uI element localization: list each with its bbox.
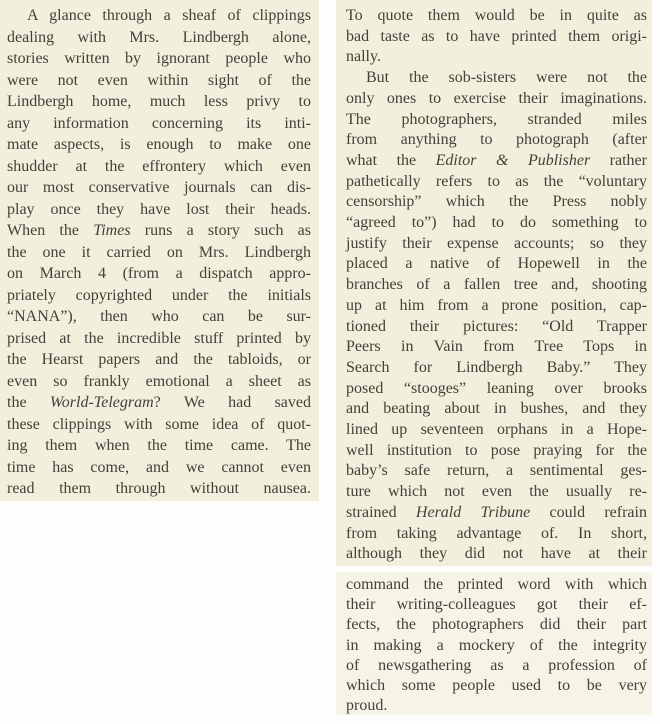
text-segment: nally. [346, 48, 381, 66]
text-line [346, 317, 647, 338]
right-column-clipping-bottom [336, 572, 652, 715]
text-line [346, 192, 647, 213]
text-segment: the Hearst papers and the tabloids, or [7, 351, 311, 368]
text-segment: in making a mockery of the integrity [346, 636, 647, 654]
text-segment: from taking advantage of. In short, [346, 524, 647, 542]
text-segment: The photographers, stranded miles [346, 110, 647, 128]
text-segment: bad taste as to have printed them origi- [346, 27, 647, 45]
text-line [346, 676, 647, 696]
text-line [346, 234, 647, 255]
text-segment: fects, the photographers did their part [346, 616, 647, 634]
text-line [7, 70, 311, 92]
text-line [346, 595, 647, 615]
text-segment: Search for Lindbergh Baby.” They [346, 358, 647, 376]
text-line [346, 172, 647, 193]
text-line [7, 156, 311, 178]
text-line [7, 392, 311, 414]
text-segment: strained [346, 503, 416, 521]
text-segment: the [7, 394, 50, 411]
text-segment: their writing-colleagues got their ef- [346, 596, 647, 614]
text-segment: lined up seventeen orphans in a Hope- [346, 421, 647, 439]
text-segment: only ones to exercise their imaginations. [346, 89, 647, 107]
text-segment: justify their expense accounts; so they [346, 234, 647, 252]
text-segment: But the sob-sisters were not the [366, 69, 647, 87]
text-segment: tioned their pictures: “Old Trapper [346, 317, 647, 335]
text-segment: could refrain [530, 503, 647, 521]
text-line [7, 285, 311, 307]
text-line [346, 636, 647, 656]
text-segment: and beating about in bushes, and they [346, 400, 647, 418]
text-segment: the one it carried on Mrs. Lindbergh [7, 243, 311, 261]
text-segment: any information concerning its inti- [7, 114, 311, 132]
text-segment: up at him from a prone position, cap- [346, 296, 647, 314]
text-line [346, 399, 647, 420]
text-line [7, 113, 311, 135]
text-line [346, 524, 647, 545]
text-line [7, 27, 311, 49]
text-line [7, 457, 311, 479]
text-segment: ? We had saved [153, 394, 312, 411]
text-line [346, 482, 647, 503]
text-segment: time has come, and we cannot even [7, 458, 311, 476]
text-segment: When the [7, 222, 94, 239]
text-segment: although they did not have at their [346, 545, 647, 563]
text-line [346, 615, 647, 635]
text-segment: branches of a fallen tree and, shooting [346, 276, 647, 294]
text-segment: To quote them would be in quite as [346, 7, 647, 24]
text-line [346, 296, 647, 317]
text-line [7, 328, 311, 350]
text-segment: play once they have lost their heads. [7, 200, 311, 218]
text-line [7, 199, 311, 221]
text-line [7, 263, 311, 285]
text-line [346, 254, 647, 275]
text-segment: what the [346, 151, 436, 169]
text-line [7, 306, 311, 328]
text-line [7, 177, 311, 199]
text-segment: A glance through a sheaf of clippings [27, 7, 311, 24]
text-line [346, 358, 647, 379]
text-segment: dealing with Mrs. Lindbergh alone, [7, 28, 311, 46]
text-segment: proud. [346, 697, 388, 715]
text-segment: baby’s safe return, a sentimental ges- [346, 462, 647, 480]
text-line [7, 478, 311, 500]
text-line [7, 134, 311, 156]
text-line [346, 110, 647, 131]
text-segment: rather [590, 151, 647, 169]
text-segment: prised at the incredible stuff printed by [7, 329, 311, 347]
text-segment: on March 4 (from a dispatch appro- [7, 265, 311, 282]
text-line [346, 696, 647, 716]
text-line [346, 27, 647, 48]
text-line [346, 275, 647, 296]
text-line [346, 575, 647, 595]
text-line [346, 420, 647, 441]
text-line [346, 130, 647, 151]
text-segment: censorship” which the Press nobly [346, 193, 647, 211]
text-line [346, 151, 647, 172]
text-segment: of newsgathering as a profession of [346, 656, 647, 674]
text-line [7, 5, 311, 27]
text-segment: shudder at the effrontery which even [7, 157, 311, 175]
text-segment: read them through without nausea. [7, 480, 311, 497]
text-line [346, 213, 647, 234]
text-segment: mate aspects, is enough to make one [7, 136, 311, 153]
text-line [7, 242, 311, 264]
text-segment: posed “stooges” leaning over brooks [346, 379, 647, 397]
text-line [346, 379, 647, 400]
text-line [346, 6, 647, 27]
text-line [346, 337, 647, 358]
text-segment: well institution to pose praying for the [346, 441, 647, 459]
text-segment: from anything to photograph (after [346, 131, 647, 149]
text-segment: even so frankly emotional a sheet as [7, 372, 311, 390]
text-line [7, 414, 311, 436]
right-column-clipping-top [336, 0, 652, 566]
text-line [7, 91, 311, 113]
text-segment: our most conservative journals can dis- [7, 179, 311, 196]
text-segment: were not even within sight of the [7, 71, 311, 89]
text-line [7, 371, 311, 393]
italic-publication-name: Herald Tribune [415, 503, 531, 521]
text-segment: ture which not even the usually re- [346, 483, 647, 501]
text-line [7, 435, 311, 457]
text-segment: “agreed to”) had to do something to [346, 214, 647, 232]
text-line [346, 47, 647, 68]
text-segment: ing them when the time came. The [7, 437, 311, 454]
text-segment: Peers in Vain from Tree Tops in [346, 338, 647, 356]
text-segment: Lindbergh home, much less privy to [7, 93, 311, 110]
text-line [346, 441, 647, 462]
italic-publication-name: Editor & Publisher [435, 151, 591, 169]
italic-publication-name: Times [93, 222, 131, 239]
left-column-clipping [0, 0, 319, 501]
text-line [346, 68, 647, 89]
text-segment: “NANA”), then who can be sur- [7, 308, 311, 325]
text-line [346, 656, 647, 676]
text-segment: these clippings with some idea of quot- [7, 415, 311, 433]
text-segment: stories written by ignorant people who [7, 50, 311, 67]
text-segment: priately copyrighted under the initials [7, 286, 311, 304]
text-line [7, 349, 311, 371]
text-segment: pathetically refers to as the “voluntary [346, 172, 647, 190]
italic-publication-name: World-Telegram [49, 394, 154, 411]
text-line [7, 220, 311, 242]
text-line [7, 48, 311, 70]
text-line [346, 89, 647, 110]
text-segment: runs a story such as [130, 222, 312, 239]
text-line [346, 544, 647, 565]
text-segment: which some people used to be very [346, 677, 647, 695]
text-line [346, 503, 647, 524]
text-segment: placed a native of Hopewell in the [346, 255, 647, 273]
text-segment: command the printed word with which [346, 576, 647, 593]
text-line [346, 461, 647, 482]
